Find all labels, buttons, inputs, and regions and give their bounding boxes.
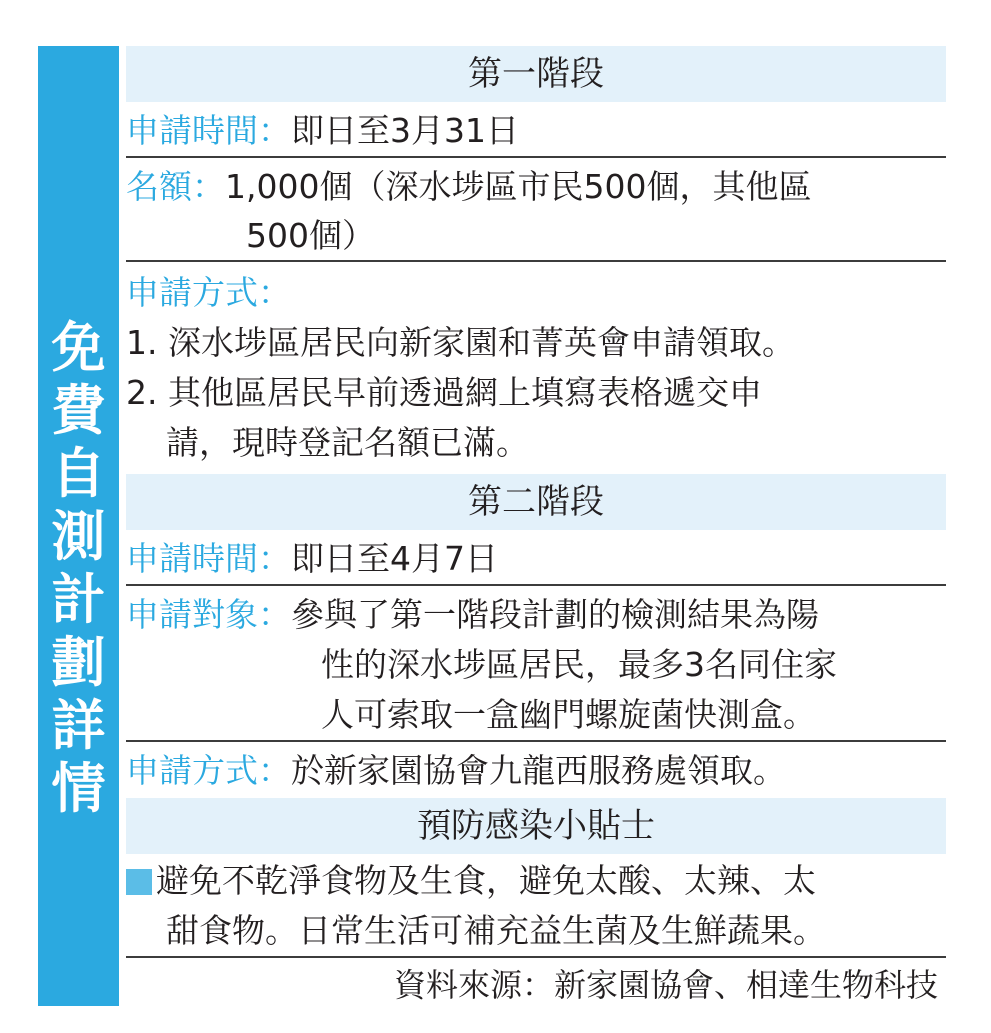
sidebar-title-char: 測 [51, 505, 106, 568]
divider [126, 584, 946, 586]
sidebar-title-char: 免 [51, 316, 106, 379]
stage2-header: 第二階段 [126, 474, 946, 530]
stage1-time-value: 即日至3月31日 [291, 111, 519, 150]
tips-header: 預防感染小貼士 [126, 798, 946, 854]
stage1-quota-label: 名額： [126, 167, 225, 206]
stage2-method-label: 申請方式： [126, 751, 291, 790]
stage2-time-value: 即日至4月7日 [291, 539, 498, 578]
source-credit: 資料來源：新家園協會、相達生物科技 [393, 966, 938, 1004]
sidebar-title-char: 情 [51, 757, 106, 820]
stage1-quota-line1: 1,000個（深水埗區市民500個，其他區 [225, 167, 812, 206]
tips-line1: 避免不乾淨食物及生食，避免太酸、太辣、太 [156, 861, 816, 900]
divider [126, 956, 946, 958]
divider [126, 156, 946, 158]
stage2-method-value: 於新家園協會九龍西服務處領取。 [291, 751, 786, 790]
stage2-target-label: 申請對象： [126, 595, 291, 634]
tips-line1-row [126, 856, 946, 906]
stage1-method-label: 申請方式： [126, 273, 291, 312]
divider [126, 740, 946, 742]
sidebar-title-char: 費 [51, 379, 106, 442]
stage2-method-row [126, 746, 946, 796]
stage2-target-line2: 性的深水埗區居民，最多3名同住家 [321, 645, 837, 684]
stage2-time-row [126, 534, 946, 584]
stage2-target-line1: 參與了第一階段計劃的檢測結果為陽 [291, 595, 819, 634]
sidebar-title-char: 計 [51, 568, 106, 631]
divider [126, 260, 946, 262]
stage1-quota-row [126, 162, 946, 212]
stage1-method-2-line1: 2. 其他區居民早前透過網上填寫表格遞交申 [126, 373, 762, 412]
sidebar-title-char: 劃 [51, 631, 106, 694]
sidebar-title-char: 詳 [51, 694, 106, 757]
square-bullet-icon [126, 869, 152, 895]
stage1-method-1: 1. 深水埗區居民向新家園和菁英會申請領取。 [126, 323, 795, 362]
stage1-quota-line2: 500個） [246, 216, 375, 255]
stage1-method-2-line2: 請，現時登記名額已滿。 [166, 423, 529, 462]
stage2-target-line3: 人可索取一盒幽門螺旋菌快測盒。 [321, 695, 816, 734]
stage1-time-row [126, 106, 946, 156]
tips-line2: 甜食物。日常生活可補充益生菌及生鮮蔬果。 [166, 911, 826, 950]
sidebar [38, 46, 119, 1006]
stage1-header: 第一階段 [126, 46, 946, 102]
sidebar-title-char: 自 [51, 442, 106, 505]
sidebar-title [38, 316, 119, 820]
stage2-time-label: 申請時間： [126, 539, 291, 578]
stage2-target-row [126, 590, 946, 640]
stage1-time-label: 申請時間： [126, 111, 291, 150]
